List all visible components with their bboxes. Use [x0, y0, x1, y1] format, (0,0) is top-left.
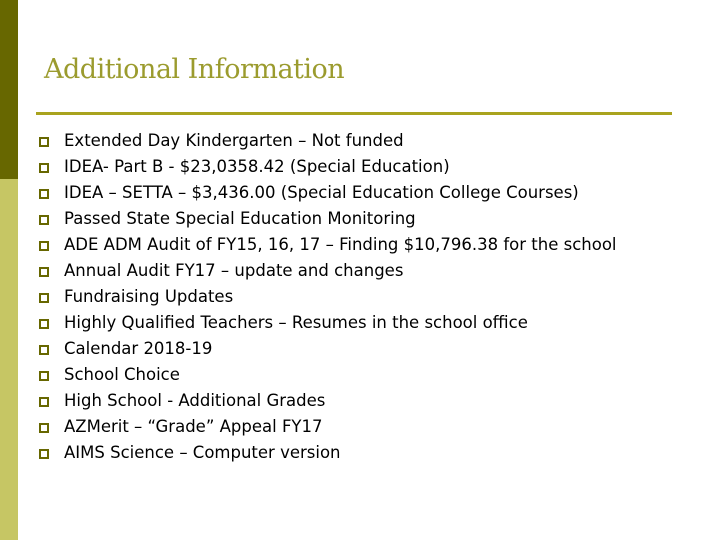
list-item-text: AIMS Science – Computer version [64, 443, 341, 462]
square-bullet-icon [39, 371, 49, 381]
square-bullet-icon [39, 189, 49, 199]
title-divider [36, 112, 672, 115]
square-bullet-icon [39, 319, 49, 329]
square-bullet-icon [39, 137, 49, 147]
list-item-text: Extended Day Kindergarten – Not funded [64, 131, 404, 150]
square-bullet-icon [39, 423, 49, 433]
square-bullet-icon [39, 449, 49, 459]
square-bullet-icon [39, 241, 49, 251]
list-item-text: ADE ADM Audit of FY15, 16, 17 – Finding $10,796.38 for the school [64, 235, 617, 254]
list-item-text: Passed State Special Education Monitoring [64, 209, 416, 228]
list-item-text: IDEA – SETTA – $3,436.00 (Special Education College Courses) [64, 183, 579, 202]
square-bullet-icon [39, 293, 49, 303]
side-bar-dark [0, 0, 18, 179]
square-bullet-icon [39, 163, 49, 173]
list-item-text: Calendar 2018-19 [64, 339, 213, 358]
list-item-text: High School - Additional Grades [64, 391, 326, 410]
list-item-text: Annual Audit FY17 – update and changes [64, 261, 404, 280]
square-bullet-icon [39, 345, 49, 355]
square-bullet-icon [39, 397, 49, 407]
square-bullet-icon [39, 267, 49, 277]
side-bar-light [0, 179, 18, 540]
list-item-text: IDEA- Part B - $23,0358.42 (Special Education) [64, 157, 450, 176]
list-item-text: Fundraising Updates [64, 287, 234, 306]
square-bullet-icon [39, 215, 49, 225]
list-item-text: AZMerit – “Grade” Appeal FY17 [64, 417, 323, 436]
list-item-text: Highly Qualified Teachers – Resumes in the school office [64, 313, 528, 332]
slide-title: Additional Information [44, 54, 345, 85]
list-item-text: School Choice [64, 365, 180, 384]
